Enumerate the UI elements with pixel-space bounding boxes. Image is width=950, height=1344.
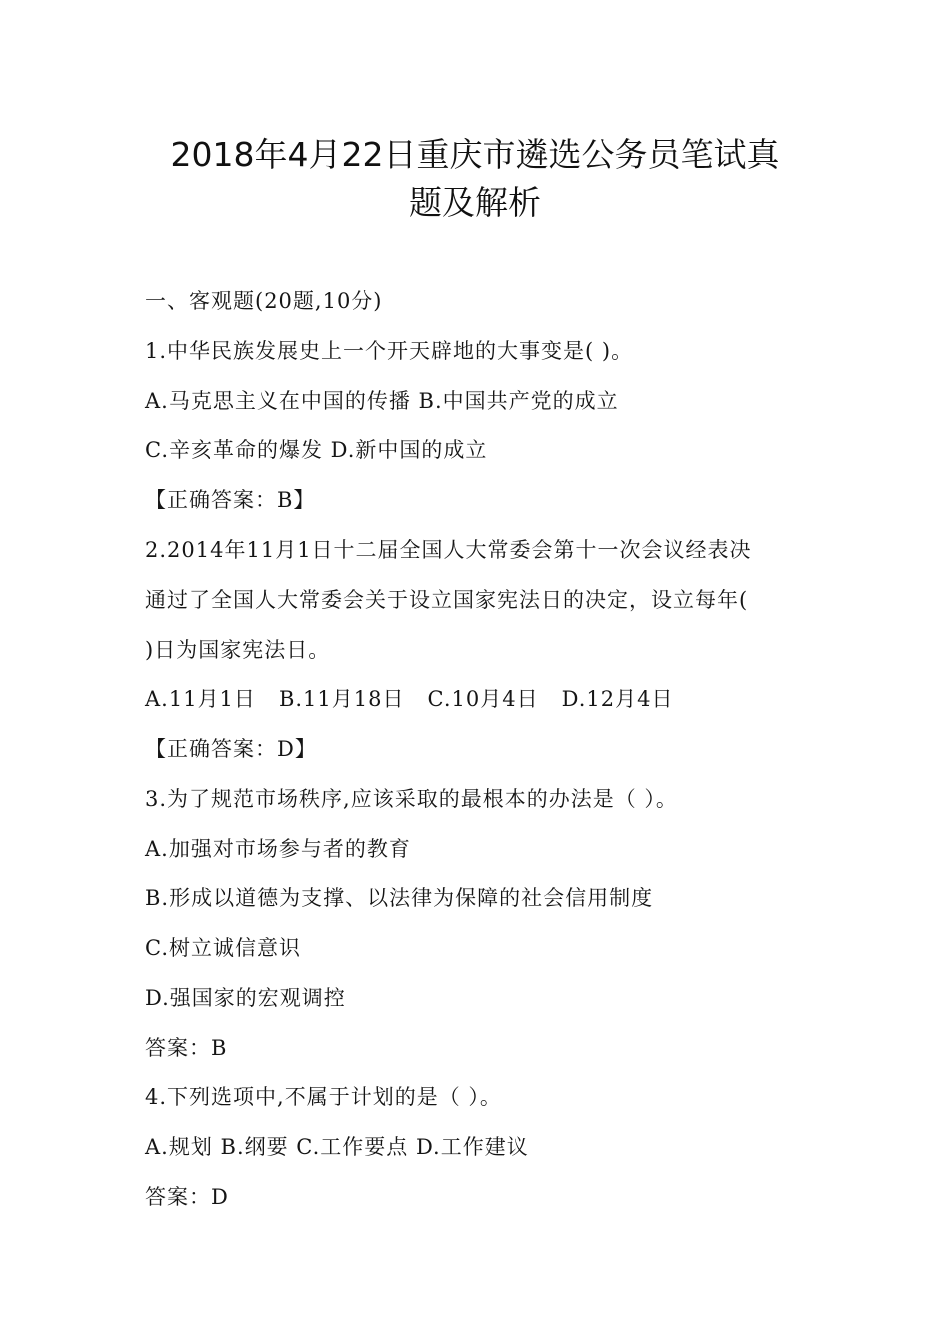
question-4-options: A.规划 B.纲要 C.工作要点 D.工作建议 [145, 1135, 529, 1159]
question-2-text-line-3: )日为国家宪法日。 [145, 638, 331, 662]
question-4-text: 4.下列选项中,不属于计划的是（ ）。 [145, 1085, 502, 1109]
question-3-answer: 答案：B [145, 1036, 228, 1060]
question-3-option-c: C.树立诚信意识 [145, 936, 301, 960]
document-title-line-2: 题及解析 [409, 183, 541, 222]
question-3-option-a: A.加强对市场参与者的教育 [145, 837, 411, 861]
question-2-answer: 【正确答案：D】 [145, 737, 317, 761]
question-3-text: 3.为了规范市场秩序,应该采取的最根本的办法是（ ）。 [145, 787, 678, 811]
question-3-option-d: D.强国家的宏观调控 [145, 986, 346, 1010]
question-1-text: 1.中华民族发展史上一个开天辟地的大事变是( )。 [145, 339, 634, 363]
question-3-option-b: B.形成以道德为支撑、以法律为保障的社会信用制度 [145, 886, 654, 910]
question-2-options: A.11月1日 B.11月18日 C.10月4日 D.12月4日 [145, 687, 674, 711]
question-1-options-ab: A.马克思主义在中国的传播 B.中国共产党的成立 [145, 389, 619, 413]
section-heading: 一、客观题(20题,10分) [145, 289, 383, 313]
document-title-line-1: 2018年4月22日重庆市遴选公务员笔试真 [170, 135, 780, 174]
question-1-answer: 【正确答案：B】 [145, 488, 316, 512]
question-2-text-line-2: 通过了全国人大常委会关于设立国家宪法日的决定，设立每年( [145, 588, 749, 612]
question-1-options-cd: C.辛亥革命的爆发 D.新中国的成立 [145, 438, 488, 462]
question-2-text-line-1: 2.2014年11月1日十二届全国人大常委会第十一次会议经表决 [145, 538, 752, 562]
question-4-answer: 答案：D [145, 1185, 229, 1209]
